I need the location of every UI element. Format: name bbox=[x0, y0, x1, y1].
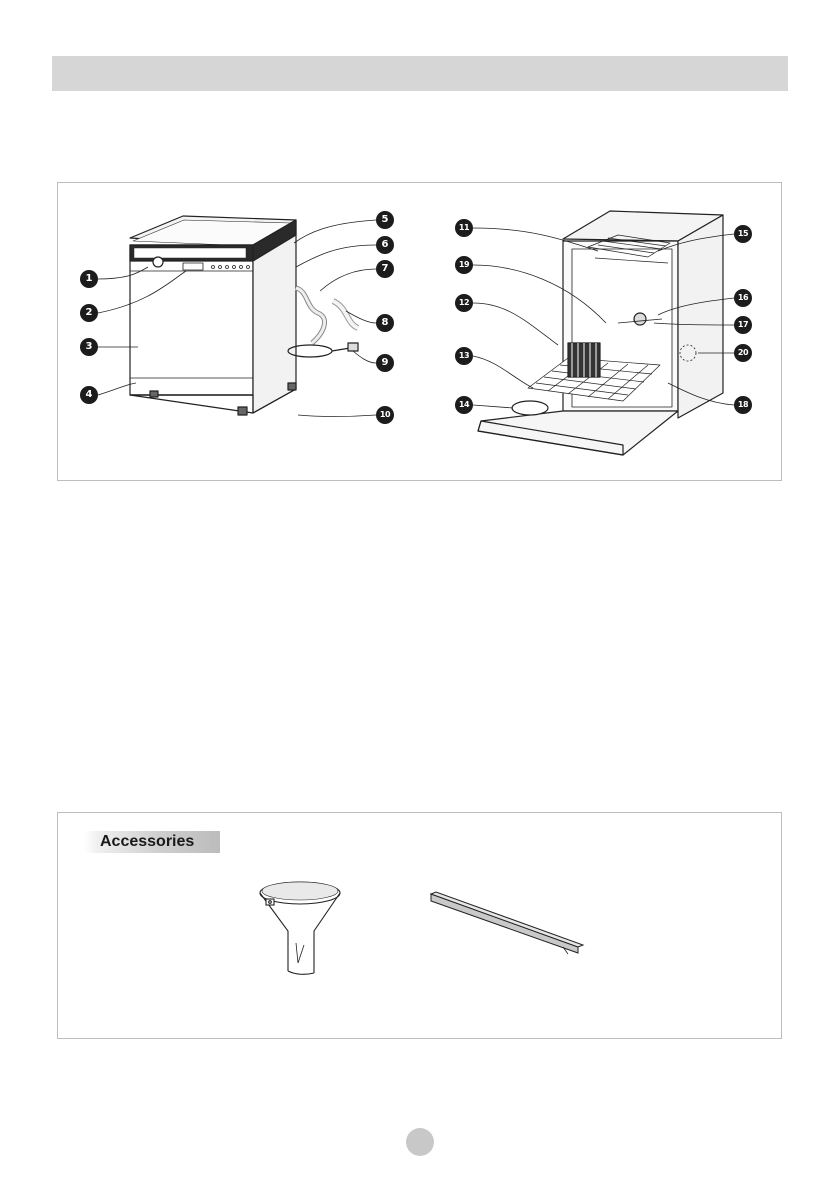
dishwasher-figure bbox=[57, 182, 782, 481]
accessories-box bbox=[57, 812, 782, 1039]
callout-6: 6 bbox=[376, 236, 398, 258]
callout-19: 19 bbox=[455, 256, 477, 278]
dishwasher-open-drawing bbox=[478, 211, 723, 455]
callout-2: 2 bbox=[80, 304, 102, 326]
callout-1: 1 bbox=[80, 270, 102, 292]
section-header-bar bbox=[52, 56, 788, 91]
callout-16: 16 bbox=[734, 289, 756, 311]
dishwasher-closed-drawing bbox=[130, 216, 358, 415]
callout-11: 11 bbox=[455, 219, 477, 241]
callout-5: 5 bbox=[376, 211, 398, 233]
callout-3: 3 bbox=[80, 338, 102, 360]
callout-12: 12 bbox=[455, 294, 477, 316]
callout-15: 15 bbox=[734, 225, 756, 247]
callout-17: 17 bbox=[734, 316, 756, 338]
strip-icon bbox=[431, 892, 583, 954]
accessories-title-text: Accessories bbox=[100, 833, 195, 850]
callout-13: 13 bbox=[455, 347, 477, 369]
callout-7: 7 bbox=[376, 260, 398, 282]
callout-18: 18 bbox=[734, 396, 756, 418]
callout-20: 20 bbox=[734, 344, 756, 366]
accessories-drawings bbox=[58, 813, 783, 1040]
dishwasher-drawings bbox=[58, 183, 783, 482]
callout-8: 8 bbox=[376, 314, 398, 336]
callout-14: 14 bbox=[455, 396, 477, 418]
callout-10: 10 bbox=[376, 406, 398, 428]
callout-9: 9 bbox=[376, 354, 398, 376]
callout-4: 4 bbox=[80, 386, 102, 408]
page-number-dot bbox=[406, 1128, 434, 1156]
funnel-icon bbox=[260, 882, 340, 974]
